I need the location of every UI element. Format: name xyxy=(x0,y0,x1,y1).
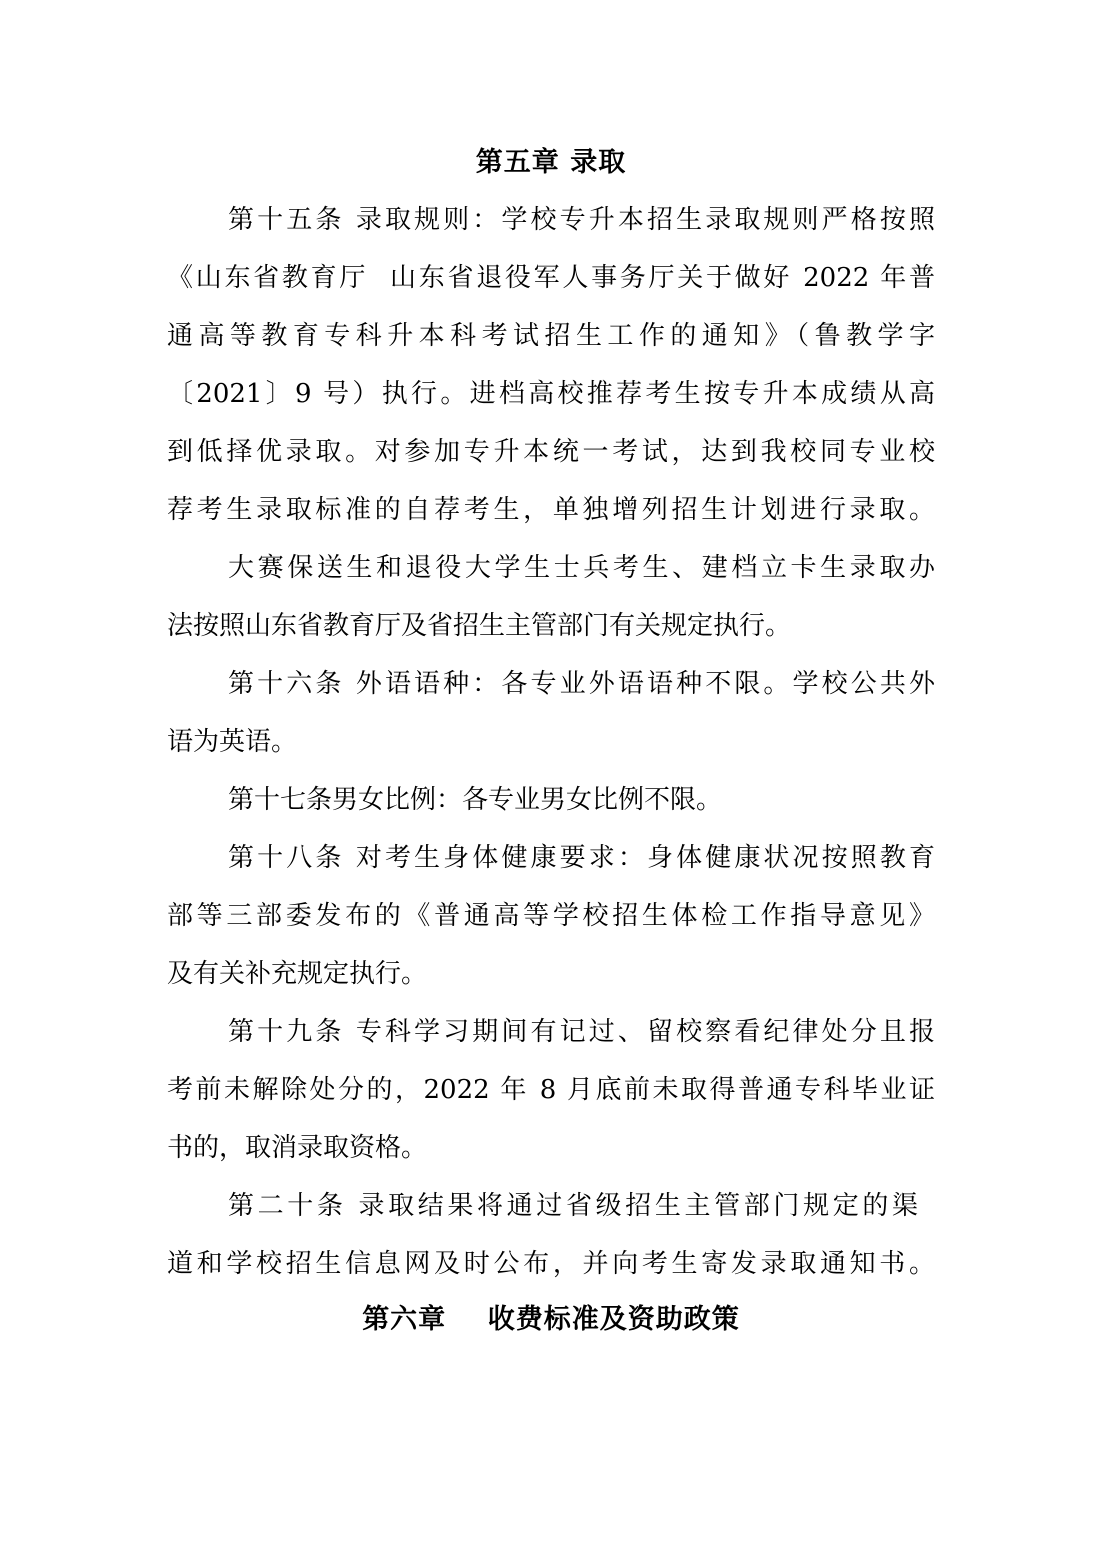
article-18-line-2: 部等三部委发布的《普通高等学校招生体检工作指导意见》 xyxy=(167,901,935,931)
chapter-6-title: 第六章 收费标准及资助政策 xyxy=(362,1304,740,1335)
special-admission-line-2: 法按照山东省教育厅及省招生主管部门有关规定执行。 xyxy=(167,611,792,641)
article-16-line-1: 第十六条 外语语种：各专业外语语种不限。学校公共外 xyxy=(228,669,935,699)
chapter-5-title: 第五章 录取 xyxy=(475,147,627,178)
article-20-line-2: 道和学校招生信息网及时公布，并向考生寄发录取通知书。 xyxy=(167,1249,935,1279)
article-18-line-1: 第十八条 对考生身体健康要求：身体健康状况按照教育 xyxy=(228,843,935,873)
article-17-line-1: 第十七条男女比例：各专业男女比例不限。 xyxy=(228,785,723,815)
article-18-line-3: 及有关补充规定执行。 xyxy=(167,959,428,989)
article-15-line-5: 到低择优录取。对参加专升本统一考试，达到我校同专业校 xyxy=(167,437,935,467)
article-15-line-1: 第十五条 录取规则：学校专升本招生录取规则严格按照 xyxy=(228,205,935,235)
article-15-line-3: 通高等教育专科升本科考试招生工作的通知》（鲁教学字 xyxy=(167,321,935,351)
article-16-line-2: 语为英语。 xyxy=(167,727,298,757)
article-19-line-1: 第十九条 专科学习期间有记过、留校察看纪律处分且报 xyxy=(228,1017,935,1047)
article-19-line-3: 书的，取消录取资格。 xyxy=(167,1133,428,1163)
article-15-line-2: 《山东省教育厅 山东省退役军人事务厅关于做好 2022 年普 xyxy=(167,263,935,293)
article-19-line-2: 考前未解除处分的，2022 年 8 月底前未取得普通专科毕业证 xyxy=(167,1075,935,1105)
special-admission-line-1: 大赛保送生和退役大学生士兵考生、建档立卡生录取办 xyxy=(228,553,935,583)
article-15-line-6: 荐考生录取标准的自荐考生，单独增列招生计划进行录取。 xyxy=(167,495,935,525)
article-20-line-1: 第二十条 录取结果将通过省级招生主管部门规定的渠 xyxy=(228,1191,918,1221)
article-15-line-4: 〔2021〕9 号）执行。进档高校推荐考生按专升本成绩从高 xyxy=(167,379,935,409)
